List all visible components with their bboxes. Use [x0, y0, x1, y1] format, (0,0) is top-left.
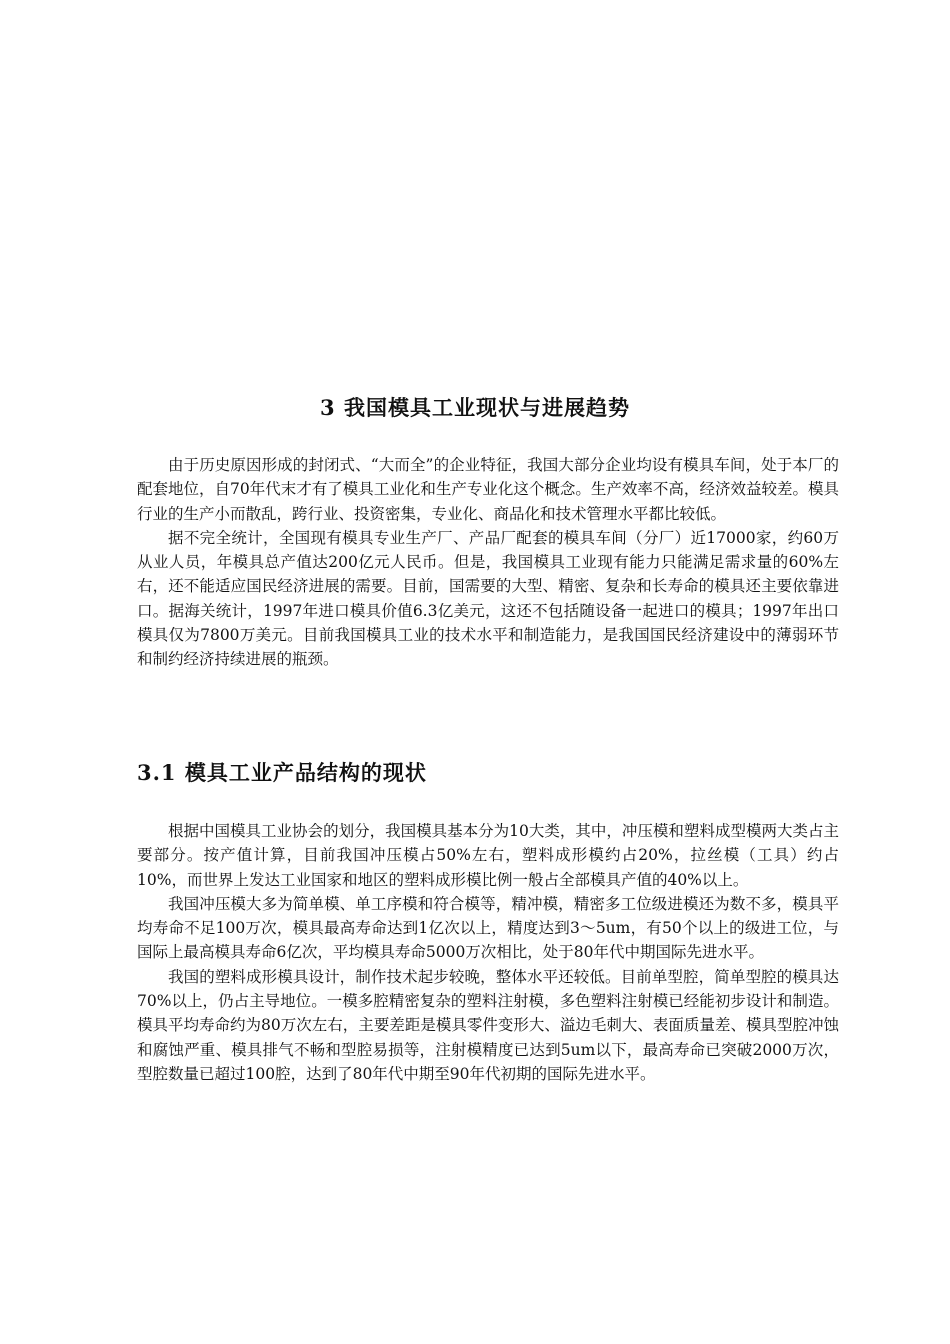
- paragraph: 根据中国模具工业协会的划分，我国模具基本分为10大类，其中，冲压模和塑料成型模两大类占主要部分。按产值计算，目前我国冲压模占50%左右，塑料成形模约占20%，拉丝模（工具）约占10%，而世界上发达工业国家和地区的塑料成形模比例一般占全部模具产值的40%以上。: [137, 822, 839, 889]
- section-body: [137, 819, 839, 1086]
- paragraph: 我国的塑料成形模具设计，制作技术起步较晚，整体水平还较低。目前单型腔，简单型腔的模具达70%以上，仍占主导地位。一模多腔精密复杂的塑料注射模，多色塑料注射模已经能初步设计和制造。模具平均寿命约为80万次左右，主要差距是模具零件变形大、溢边毛刺大、表面质量差、模具型腔冲蚀和腐蚀严重、模具排气不畅和型腔易损等，注射模精度已达到5um以下，最高寿命已突破2000万次，型腔数量已超过100腔，达到了80年代中期至90年代初期的国际先进水平。: [137, 967, 839, 1083]
- section-title: 3.1 模具工业产品结构的现状: [137, 760, 427, 785]
- paragraph: 我国冲压模大多为简单模、单工序模和符合模等，精冲模，精密多工位级进模还为数不多，模具平均寿命不足100万次，模具最高寿命达到1亿次以上，精度达到3～5um，有50个以上的级进工位，与国际上最高模具寿命6亿次，平均模具寿命5000万次相比，处于80年代中期国际先进水平。: [137, 894, 839, 962]
- chapter-title: 3 我国模具工业现状与进展趋势: [320, 395, 630, 420]
- paragraph: 据不完全统计，全国现有模具专业生产厂、产品厂配套的模具车间（分厂）近17000家，约60万从业人员，年模具总产值达200亿元人民币。但是，我国模具工业现有能力只能满足需求量的60%左右，还不能适应国民经济进展的需要。目前，国需要的大型、精密、复杂和长寿命的模具还主要依靠进口。据海关统计，1997年进口模具价值6.3亿美元，这还不包括随设备一起进口的模具；1997年出口模具仅为7800万美元。目前我国模具工业的技术水平和制造能力，是我国国民经济建设中的薄弱环节和制约经济持续进展的瓶颈。: [137, 528, 839, 669]
- chapter-body: [137, 453, 839, 672]
- paragraph: 由于历史原因形成的封闭式、“大而全”的企业特征，我国大部分企业均设有模具车间，处于本厂的配套地位，自70年代末才有了模具工业化和生产专业化这个概念。生产效率不高，经济效益较差。模具行业的生产小而散乱，跨行业、投资密集，专业化、商品化和技术管理水平都比较低。: [137, 456, 839, 523]
